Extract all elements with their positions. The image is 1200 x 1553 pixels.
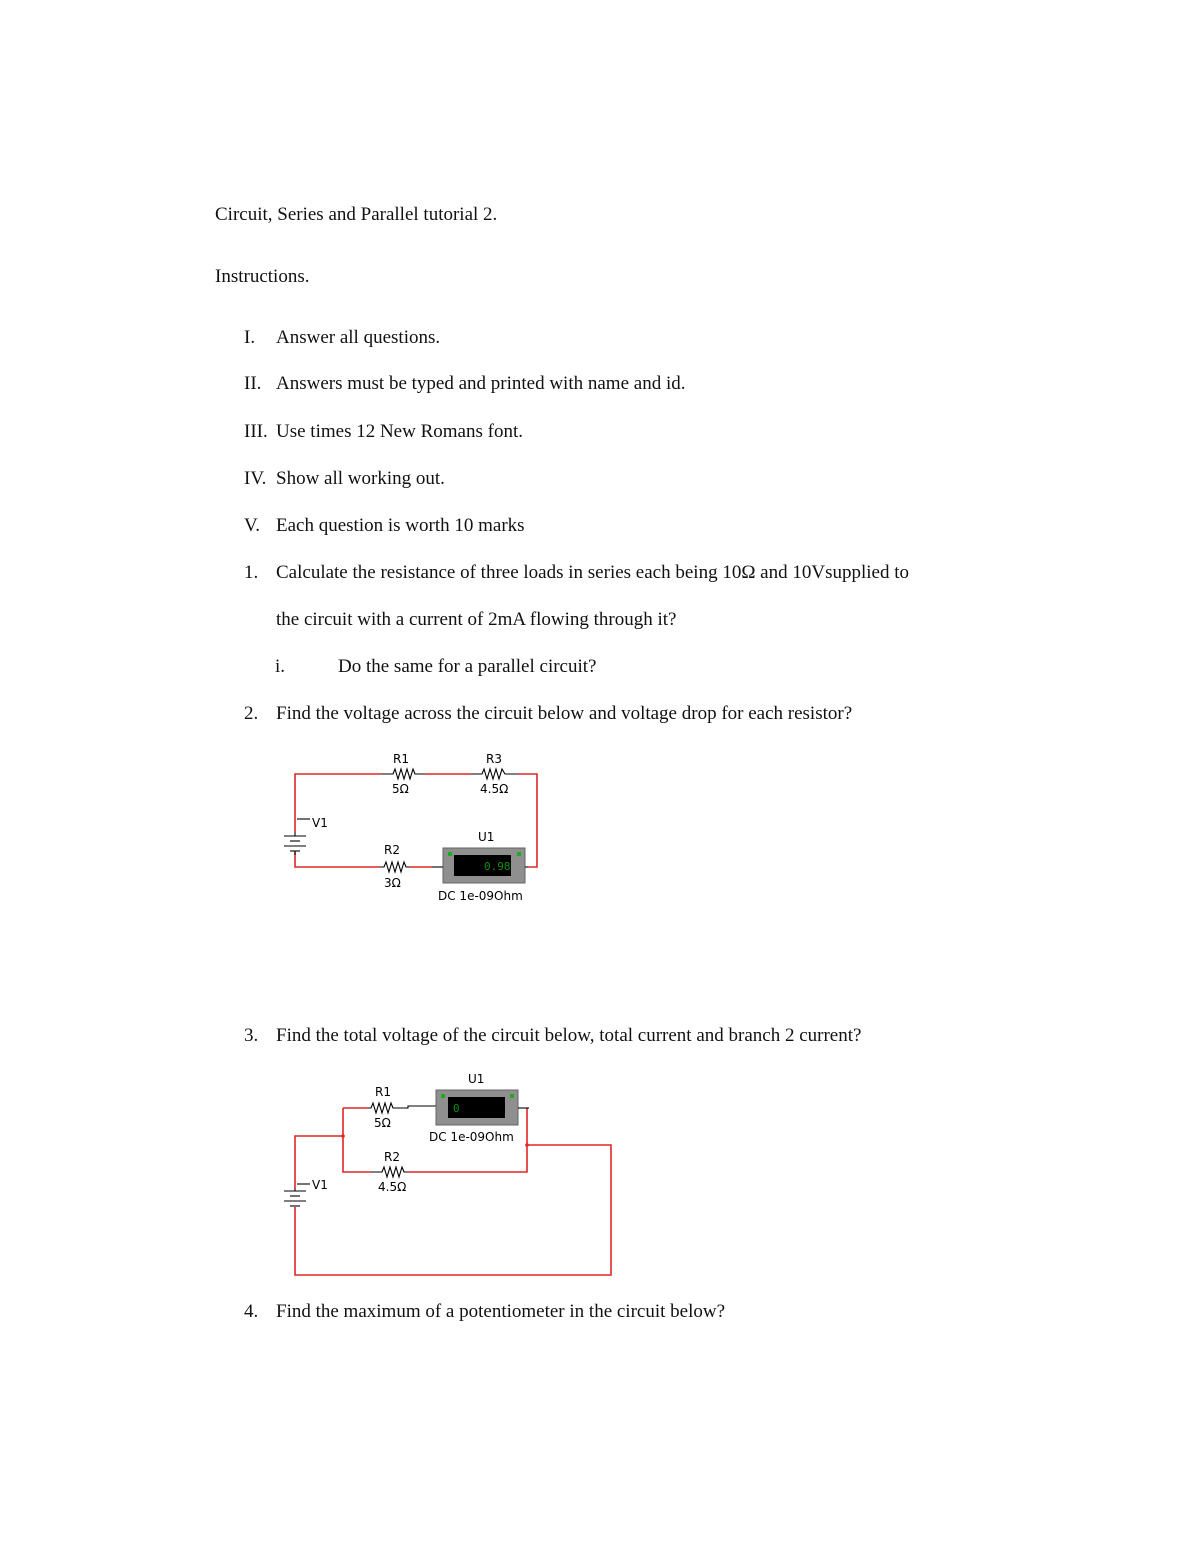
question-text: Find the voltage across the circuit below and voltage drop for each resistor?	[276, 703, 853, 724]
question-number: 2.	[244, 703, 259, 724]
resistor-r2-icon	[371, 1167, 408, 1177]
resistor-value: 3Ω	[384, 876, 401, 890]
resistor-value: 5Ω	[392, 782, 409, 796]
resistor-value: 5Ω	[374, 1116, 391, 1130]
question-text: Calculate the resistance of three loads in series each being 10Ω and 10Vsupplied to	[276, 562, 910, 583]
instruction-text: Answer all questions.	[276, 327, 441, 348]
instructions-heading: Instructions.	[215, 266, 310, 287]
instruction-number: I.	[244, 327, 256, 348]
resistor-label: R2	[384, 1150, 400, 1164]
resistor-label: R1	[375, 1085, 391, 1099]
question-text: Find the maximum of a potentiometer in the circuit below?	[276, 1301, 726, 1322]
meter-reading: 0.98	[484, 860, 511, 873]
resistor-label: R3	[486, 752, 502, 766]
instruction-number: III.	[244, 421, 268, 442]
instruction-text: Use times 12 New Romans font.	[276, 421, 523, 442]
meter-reading: 0	[453, 1102, 460, 1115]
instruction-number: IV.	[244, 468, 267, 489]
instruction-number: V.	[244, 515, 261, 536]
resistor-label: R2	[384, 843, 400, 857]
resistor-value: 4.5Ω	[378, 1180, 407, 1194]
battery-label: V1	[312, 1178, 328, 1192]
meter-caption: DC 1e-09Ohm	[429, 1130, 514, 1144]
question-number: 4.	[244, 1301, 259, 1322]
question-number: 1.	[244, 562, 259, 583]
document-title: Circuit, Series and Parallel tutorial 2.	[215, 204, 498, 225]
instruction-text: Each question is worth 10 marks	[276, 515, 525, 536]
junction-dot	[341, 1134, 345, 1138]
instruction-text: Show all working out.	[276, 468, 445, 489]
question-text-continued: the circuit with a current of 2mA flowing through it?	[276, 609, 677, 630]
meter-label: U1	[468, 1072, 485, 1086]
meter-caption: DC 1e-09Ohm	[438, 889, 523, 903]
question-text: Find the total voltage of the circuit below, total current and branch 2 current?	[276, 1025, 862, 1046]
resistor-value: 4.5Ω	[480, 782, 509, 796]
meter-label: U1	[478, 830, 495, 844]
junction-dot	[525, 1143, 529, 1147]
sub-question-number: i.	[275, 656, 286, 677]
sub-question-text: Do the same for a parallel circuit?	[338, 656, 597, 677]
resistor-label: R1	[393, 752, 409, 766]
instruction-text: Answers must be typed and printed with name and id.	[276, 373, 686, 394]
battery-icon	[284, 1184, 310, 1206]
resistor-r1-icon	[368, 1103, 436, 1113]
ammeter-icon	[436, 1090, 529, 1125]
battery-label: V1	[312, 816, 328, 830]
question-number: 3.	[244, 1025, 259, 1046]
instruction-number: II.	[244, 373, 262, 394]
